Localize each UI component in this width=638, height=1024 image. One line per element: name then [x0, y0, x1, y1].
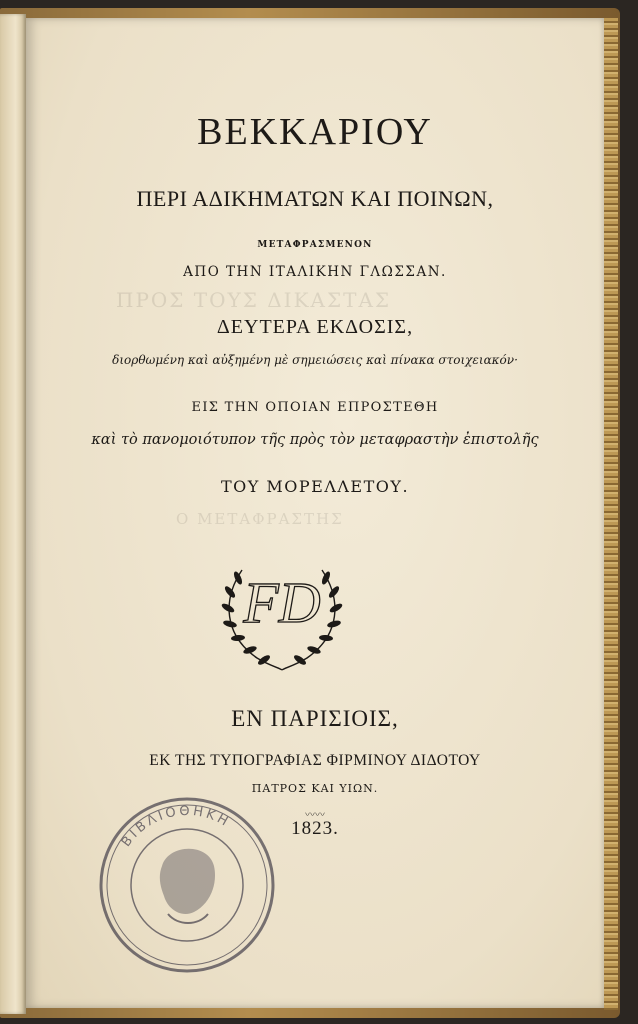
show-through-text: ΠΡΟΣ ΤΟΥΣ ΔΙΚΑΣΤΑΣ [116, 288, 392, 312]
edition-note: διορθωμένη καὶ αὐξημένη μὲ σημειώσεις καὶ πίνακα στοιχειακόν· [112, 353, 518, 367]
wreath-monogram-icon [212, 530, 352, 680]
edition-label: ΔΕΥΤΕΡΑ ΕΚΔΟΣΙΣ, [216, 316, 414, 338]
addition-intro: ΕΙΣ ΤΗΝ ΟΠΟΙΑΝ ΕΠΡΟΣΤΕΘΗ [191, 400, 439, 415]
author-title: ΒΕΚΚΑΡΙΟΥ [197, 111, 433, 153]
imprint-printer: ΕΚ ΤΗΣ ΤΥΠΟΓΡΑΦΙΑΣ ΦΙΡΜΙΝΟΥ ΔΙΔΟΤΟΥ [149, 752, 481, 769]
from-language: ΑΠΟ ΤΗΝ ΙΤΑΛΙΚΗΝ ΓΛΩΣΣΑΝ. [183, 264, 447, 280]
facsimile-note: καὶ τὸ πανομοιότυπον τῆς πρὸς τὸν μεταφραστὴν ἐπιστολῆς [91, 432, 539, 448]
imprint-year: 1823. [291, 818, 339, 839]
imprint-sons: ΠΑΤΡΟΣ ΚΑΙ ΥΙΩΝ. [251, 782, 379, 795]
gilt-page-edge [604, 18, 618, 1010]
ornamental-rule: 〰〰 [305, 810, 325, 821]
library-stamp-icon [98, 796, 276, 974]
work-title: ΠΕΡΙ ΑΔΙΚΗΜΑΤΩΝ ΚΑΙ ΠΟΙΝΩΝ, [136, 186, 494, 211]
letter-author: ΤΟΥ ΜΟΡΕΛΛΕΤΟΥ. [220, 477, 410, 496]
stamp-text: ΒΙΒΛΙΟΘΗΚΗ [118, 803, 233, 850]
monogram-letters: FD [243, 570, 321, 635]
facing-page-edge [0, 14, 26, 1014]
translated-label: ΜΕΤΑΦΡΑΣΜΕΝΟΝ [257, 240, 373, 250]
title-page [26, 18, 604, 1008]
show-through-text: Ο ΜΕΤΑΦΡΑΣΤΗΣ [176, 510, 344, 528]
imprint-place: ΕΝ ΠΑΡΙΣΙΟΙΣ, [231, 706, 399, 731]
svg-text:ΒΙΒΛΙΟΘΗΚΗ [119, 804, 233, 850]
